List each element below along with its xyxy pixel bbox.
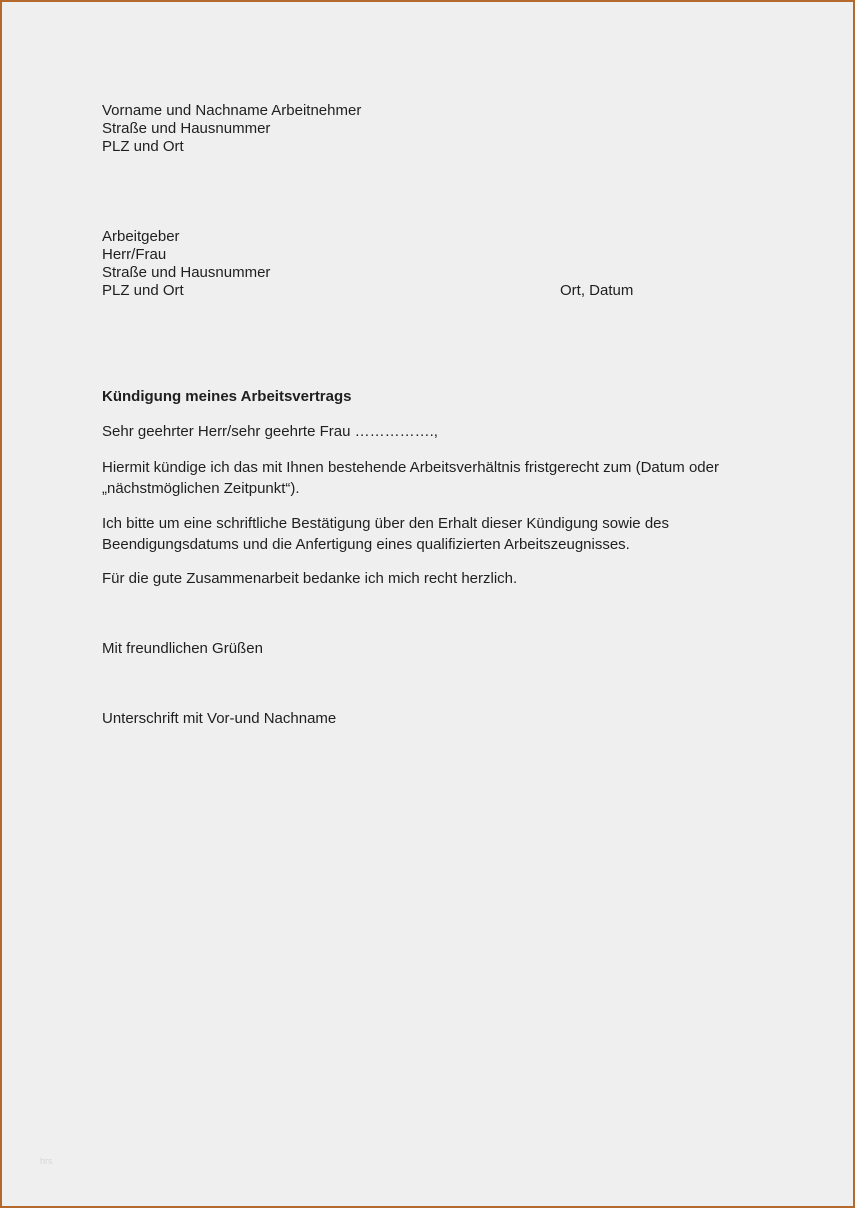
place-date: Ort, Datum	[560, 282, 634, 299]
letter-subject: Kündigung meines Arbeitsvertrags	[102, 388, 352, 405]
sender-name: Vorname und Nachname Arbeitnehmer	[102, 102, 362, 119]
body-paragraph-3: Für die gute Zusammenarbeit bedanke ich mich recht herzlich.	[102, 570, 518, 587]
signature-line: Unterschrift mit Vor-und Nachname	[102, 710, 337, 727]
sender-address	[102, 102, 361, 156]
body-paragraph-1-line-1: Hiermit kündige ich das mit Ihnen bestehende Arbeitsverhältnis fristgerecht zum (Datum oder	[102, 459, 719, 476]
recipient-label: Arbeitgeber	[102, 228, 180, 245]
recipient-street: Straße und Hausnummer	[102, 264, 271, 281]
body-paragraph-1-line-2: „nächstmöglichen Zeitpunkt“).	[102, 480, 300, 497]
watermark: hrs	[40, 1156, 53, 1166]
body-paragraph-1	[102, 457, 719, 499]
closing: Mit freundlichen Grüßen	[102, 640, 263, 657]
body-paragraph-2	[102, 513, 669, 555]
recipient-address	[102, 228, 270, 300]
body-paragraph-2-line-1: Ich bitte um eine schriftliche Bestätigung über den Erhalt dieser Kündigung sowie des	[102, 515, 670, 532]
recipient-contact: Herr/Frau	[102, 246, 167, 263]
body-paragraph-2-line-2: Beendigungsdatums und die Anfertigung eines qualifizierten Arbeitszeugnisses.	[102, 536, 630, 553]
recipient-city: PLZ und Ort	[102, 282, 184, 299]
sender-street: Straße und Hausnummer	[102, 120, 271, 137]
sender-city: PLZ und Ort	[102, 138, 184, 155]
salutation: Sehr geehrter Herr/sehr geehrte Frau …………….,	[102, 423, 438, 440]
